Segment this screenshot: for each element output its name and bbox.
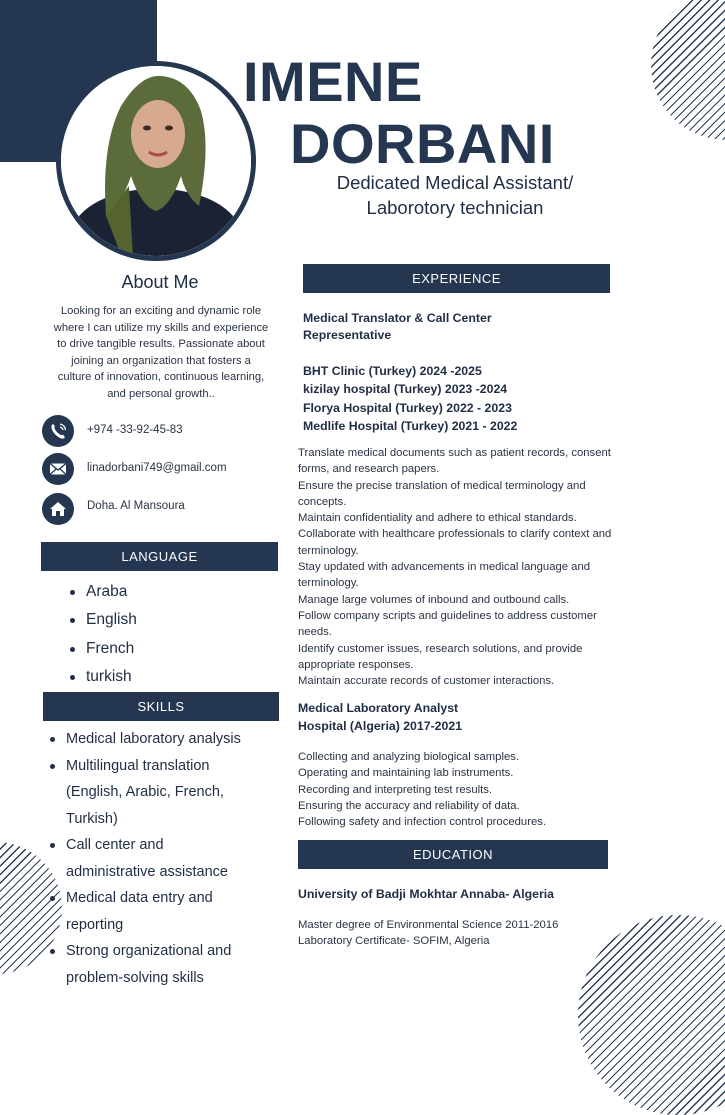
education-line: Laboratory Certificate- SOFIM, Algeria xyxy=(298,935,490,948)
language-header: LANGUAGE xyxy=(41,542,278,571)
job-title-line: Laborotory technician xyxy=(366,197,544,218)
employer-item: Medlife Hospital (Turkey) 2021 - 2022 xyxy=(303,418,518,433)
about-line: and personal growth.. xyxy=(107,387,215,400)
skill-line: Medical data entry and xyxy=(66,890,213,906)
about-line: to drive tangible results. Passionate about xyxy=(57,338,265,350)
duty-line: Maintain confidentiality and adhere to ethical standards. xyxy=(298,512,577,525)
duty-line: Operating and maintaining lab instruments. xyxy=(298,767,514,780)
duty-line: forms, and research papers. xyxy=(298,463,440,476)
education-line: Master degree of Environmental Science 2011-2016 xyxy=(298,919,559,931)
position-line: Representative xyxy=(303,328,392,342)
about-title: About Me xyxy=(121,272,199,292)
duty-line: Collaborate with healthcare professionals to clarify context and xyxy=(298,528,612,541)
lab-duties xyxy=(298,749,628,830)
duty-line: concepts. xyxy=(298,495,347,508)
skill-item xyxy=(66,885,281,938)
about-line: Looking for an exciting and dynamic role xyxy=(60,305,262,317)
skills-list xyxy=(66,726,281,991)
skill-line: Medical laboratory analysis xyxy=(66,731,241,747)
first-name: IMENE xyxy=(243,50,423,113)
duty-line: terminology. xyxy=(298,577,359,590)
address-text: Doha. Al Mansoura xyxy=(87,500,185,512)
language-item: turkish xyxy=(86,663,137,691)
about-line: culture of innovation, continuous learning, xyxy=(57,371,265,383)
education-header: EDUCATION xyxy=(298,840,608,869)
about-line: where I can utilize my skills and experience xyxy=(53,321,269,334)
lab-title-line: Medical Laboratory Analyst xyxy=(298,701,459,715)
hatched-circle-decoration xyxy=(578,915,725,1115)
education-school: University of Badji Mokhtar Annaba- Algeria xyxy=(298,887,555,901)
skill-line: Multilingual translation xyxy=(66,757,210,774)
last-name: DORBANI xyxy=(290,112,555,175)
duty-line: Maintain accurate records of customer interactions. xyxy=(298,675,555,688)
skills-header: SKILLS xyxy=(43,692,279,721)
skill-item xyxy=(66,726,281,753)
translator-duties xyxy=(298,445,668,689)
skill-item xyxy=(66,832,281,885)
hatched-circle-decoration xyxy=(651,0,725,140)
duty-line: Follow company scripts and guidelines to address customer xyxy=(298,609,597,622)
duty-line: Ensure the precise translation of medical terminology and xyxy=(298,479,586,492)
duty-line: Identify customer issues, research solutions, and provide xyxy=(298,642,583,655)
position-line: Medical Translator & Call Center xyxy=(303,311,492,325)
employer-list xyxy=(303,362,517,435)
skill-item xyxy=(66,938,281,991)
skill-line: Strong organizational and xyxy=(66,943,232,959)
language-item: English xyxy=(86,606,137,634)
phone-text: +974 -33-92-45-83 xyxy=(87,424,183,436)
skill-line: problem-solving skills xyxy=(66,969,204,986)
skill-item xyxy=(66,753,281,833)
employer-item: kizilay hospital (Turkey) 2023 -2024 xyxy=(303,382,508,397)
position-title xyxy=(303,310,492,344)
duty-line: Collecting and analyzing biological samples. xyxy=(298,751,520,763)
lab-position-title xyxy=(298,700,462,735)
education-details xyxy=(298,917,558,950)
language-item: French xyxy=(86,635,137,663)
duty-line: Manage large volumes of inbound and outbound calls. xyxy=(298,593,570,606)
employer-item: BHT Clinic (Turkey) 2024 -2025 xyxy=(303,364,482,378)
skill-line: (English, Arabic, French, xyxy=(66,784,224,800)
email-text: linadorbani749@gmail.com xyxy=(87,462,227,474)
experience-header: EXPERIENCE xyxy=(303,264,610,293)
portrait-illustration xyxy=(61,66,251,256)
skill-line: administrative assistance xyxy=(66,863,228,880)
duty-line: Recording and interpreting test results. xyxy=(298,783,493,796)
language-item: Araba xyxy=(86,578,137,606)
skill-line: Turkish) xyxy=(66,810,118,827)
duty-line: terminology. xyxy=(298,544,359,557)
skill-line: Call center and xyxy=(66,837,164,853)
duty-line: Ensuring the accuracy and reliability of data. xyxy=(298,799,520,812)
duty-line: appropriate responses. xyxy=(298,658,414,671)
language-list xyxy=(86,578,137,691)
about-line: joining an organization that fosters a xyxy=(71,354,251,367)
phone-icon xyxy=(42,415,74,447)
profile-photo xyxy=(56,61,256,261)
duty-line: needs. xyxy=(298,626,332,639)
mail-icon xyxy=(42,453,74,485)
employer-item: Florya Hospital (Turkey) 2022 - 2023 xyxy=(303,400,512,415)
about-text xyxy=(30,303,292,402)
duty-line: Following safety and infection control procedures. xyxy=(298,816,547,829)
duty-line: Translate medical documents such as patient records, consent xyxy=(298,447,611,459)
skill-line: reporting xyxy=(66,916,124,933)
job-title-line: Dedicated Medical Assistant/ xyxy=(336,172,574,193)
duty-line: Stay updated with advancements in medical language and xyxy=(298,561,591,574)
lab-title-line: Hospital (Algeria) 2017-2021 xyxy=(298,718,463,733)
home-icon xyxy=(42,493,74,525)
hatched-circle-decoration xyxy=(0,842,62,974)
